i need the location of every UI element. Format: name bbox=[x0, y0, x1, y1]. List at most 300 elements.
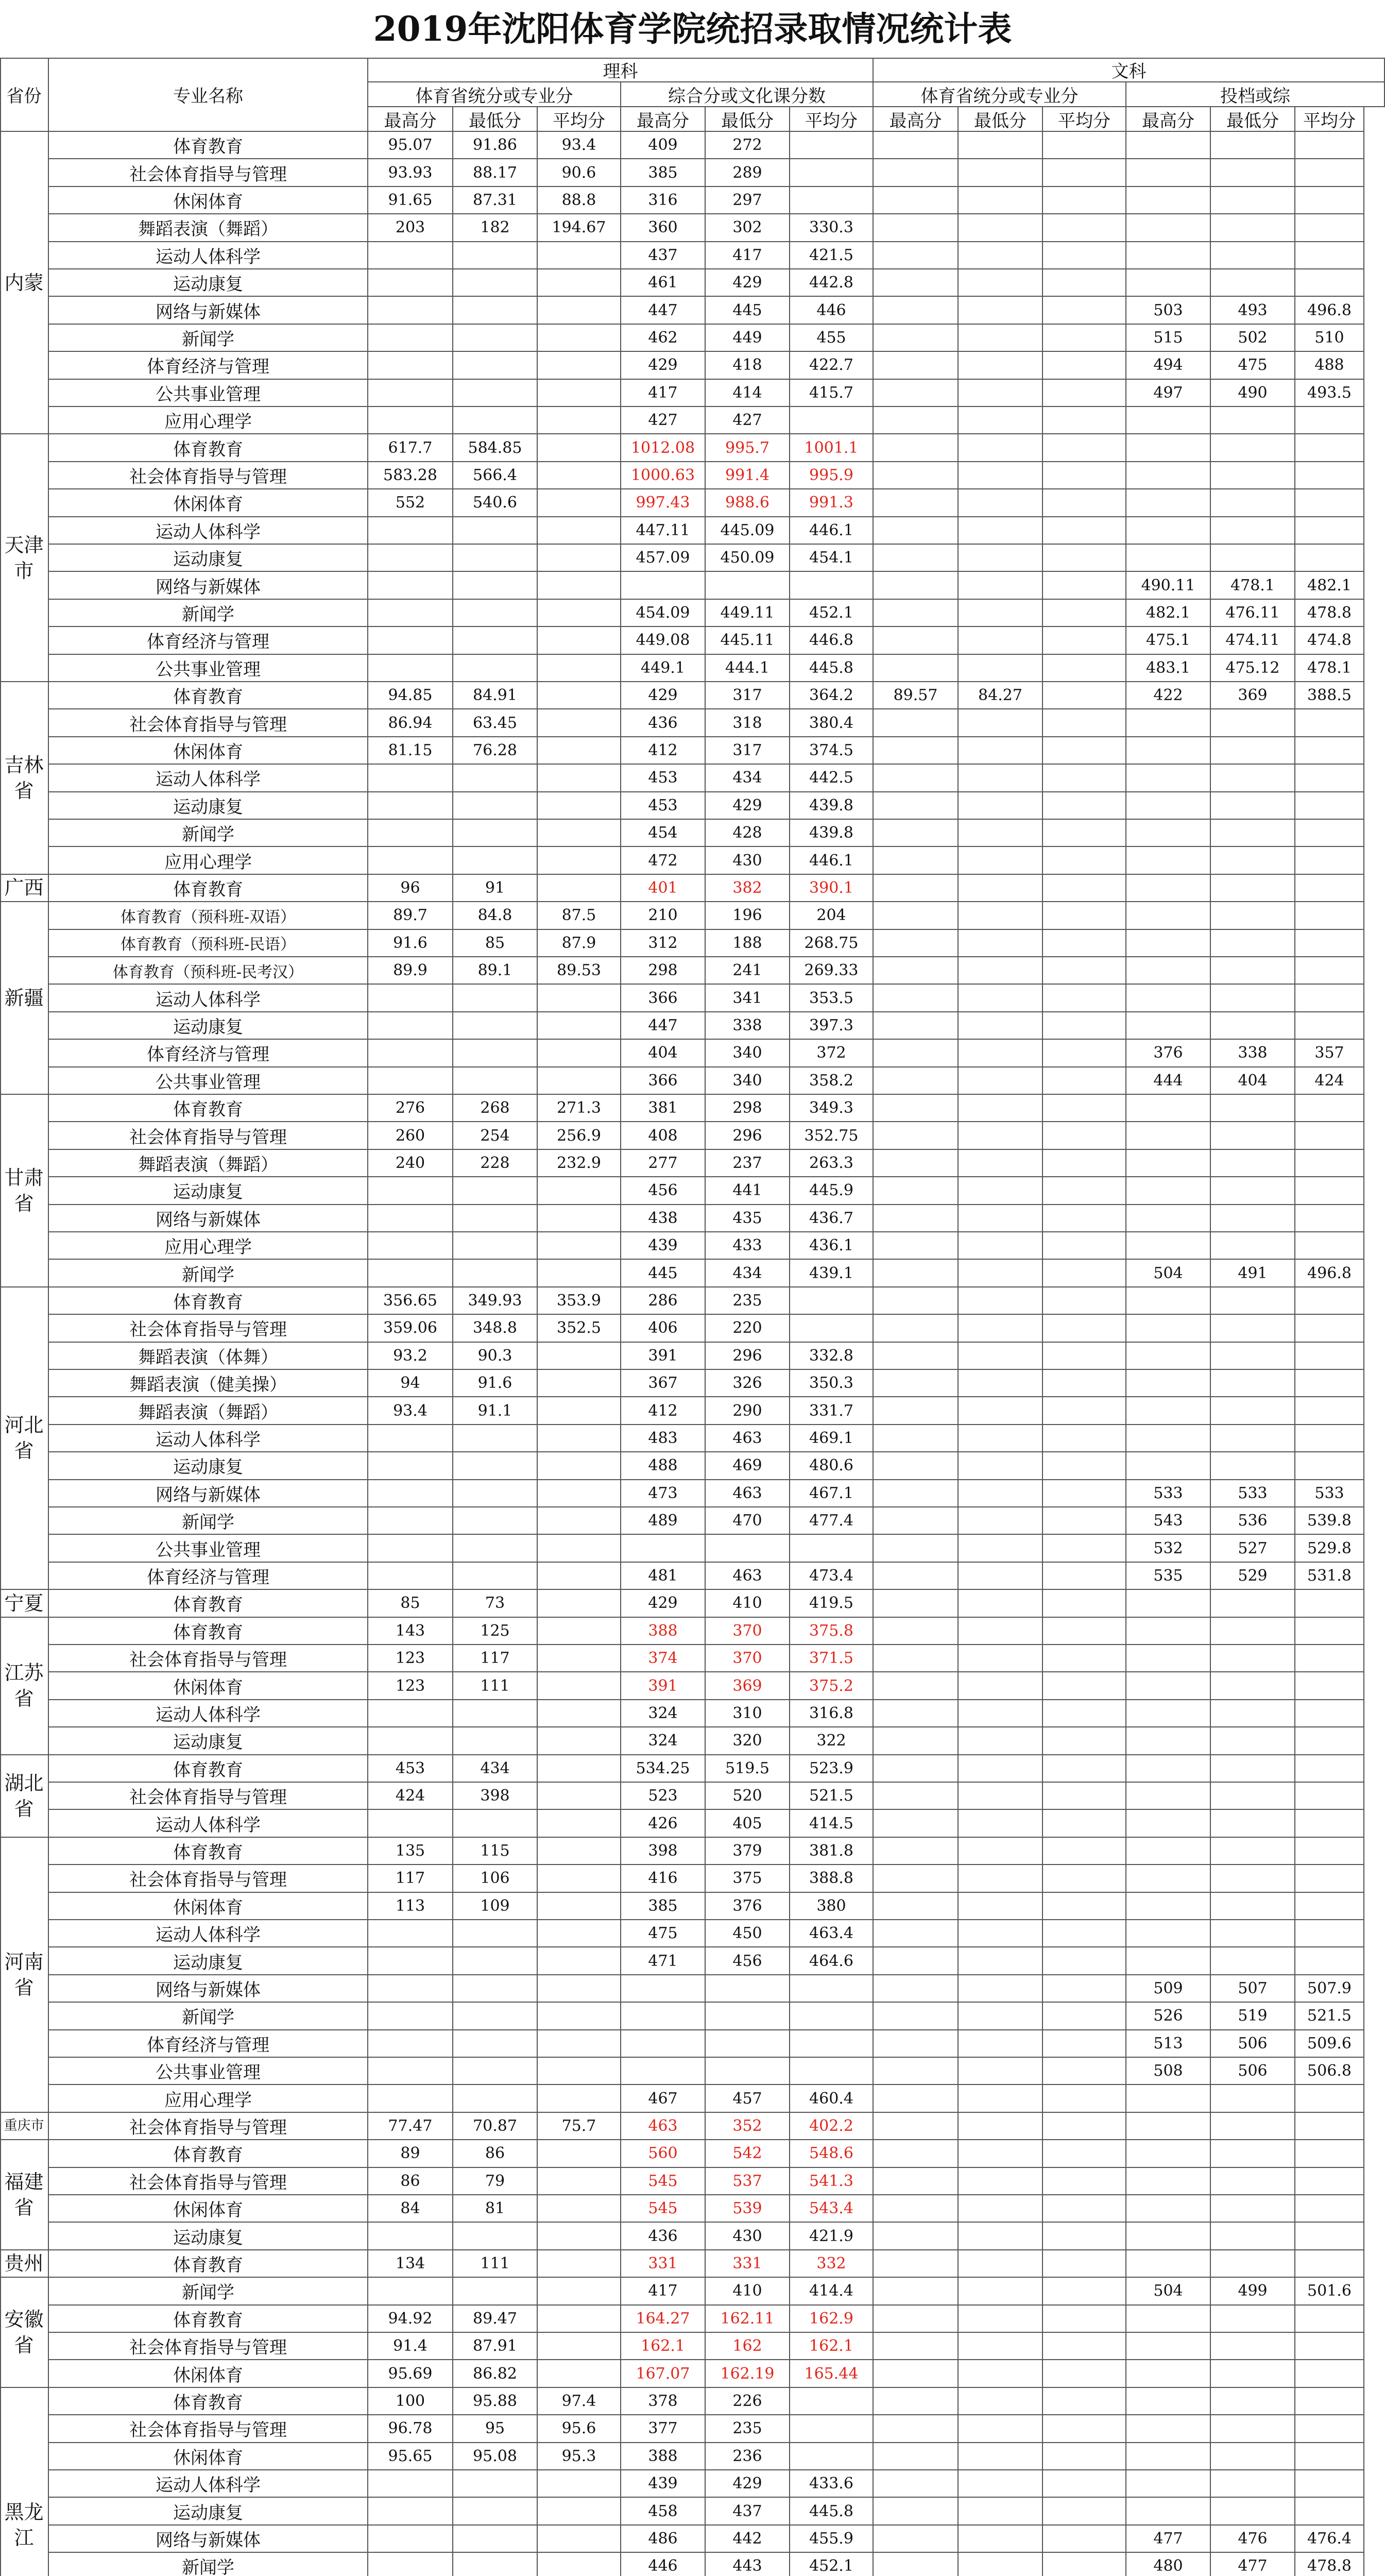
score-cell bbox=[368, 1067, 453, 1095]
score-cell bbox=[790, 2030, 874, 2058]
score-cell: 463 bbox=[621, 2113, 706, 2140]
score-cell bbox=[368, 1012, 453, 1040]
score-cell bbox=[874, 1315, 959, 1342]
major-name: 公共事业管理 bbox=[49, 380, 368, 407]
score-cell: 469 bbox=[706, 1452, 790, 1480]
score-cell bbox=[959, 1452, 1043, 1480]
score-cell bbox=[368, 765, 453, 792]
score-cell: 380 bbox=[790, 1893, 874, 1920]
score-cell: 167.07 bbox=[621, 2360, 706, 2387]
score-cell bbox=[959, 709, 1043, 737]
score-cell bbox=[706, 2058, 790, 2085]
score-cell bbox=[1295, 407, 1364, 434]
score-cell: 449.08 bbox=[621, 627, 706, 654]
score-cell bbox=[1211, 930, 1295, 957]
score-cell: 452.1 bbox=[790, 2553, 874, 2576]
score-cell: 326 bbox=[706, 1370, 790, 1397]
score-cell bbox=[621, 1535, 706, 1562]
score-cell bbox=[1295, 1947, 1364, 1975]
score-cell: 316.8 bbox=[790, 1700, 874, 1727]
score-cell bbox=[1043, 1590, 1126, 1617]
score-cell bbox=[959, 2360, 1043, 2387]
score-cell bbox=[453, 1177, 538, 1205]
score-cell bbox=[538, 1343, 621, 1370]
score-cell: 374 bbox=[621, 1645, 706, 1672]
score-cell bbox=[1043, 159, 1126, 187]
score-cell: 475 bbox=[1211, 352, 1295, 379]
major-name: 体育教育 bbox=[49, 875, 368, 902]
major-name: 运动人体科学 bbox=[49, 1425, 368, 1452]
score-cell bbox=[538, 2168, 621, 2195]
score-cell bbox=[1043, 1177, 1126, 1205]
score-cell bbox=[1043, 1618, 1126, 1645]
major-name: 运动人体科学 bbox=[49, 517, 368, 545]
score-cell bbox=[1295, 2168, 1364, 2195]
major-name: 网络与新媒体 bbox=[49, 2526, 368, 2553]
major-name: 体育教育 bbox=[49, 2388, 368, 2415]
score-cell: 322 bbox=[790, 1727, 874, 1755]
major-name: 运动人体科学 bbox=[49, 1700, 368, 1727]
score-cell bbox=[538, 1370, 621, 1397]
score-cell: 434 bbox=[706, 765, 790, 792]
score-cell bbox=[538, 1810, 621, 1837]
score-cell bbox=[368, 1727, 453, 1755]
score-cell bbox=[1126, 1287, 1211, 1315]
province-cell: 甘肃省 bbox=[0, 1095, 49, 1287]
province-cell: 河北省 bbox=[0, 1287, 49, 1590]
score-cell bbox=[959, 545, 1043, 572]
score-cell: 375 bbox=[706, 1865, 790, 1892]
score-cell bbox=[1043, 2223, 1126, 2250]
header-arts-composite-score: 投档或综 bbox=[1126, 82, 1385, 107]
score-cell bbox=[706, 1535, 790, 1562]
score-cell bbox=[1295, 132, 1364, 159]
score-cell bbox=[874, 545, 959, 572]
score-cell bbox=[538, 1920, 621, 1947]
score-cell bbox=[368, 600, 453, 627]
score-cell: 349.3 bbox=[790, 1095, 874, 1122]
score-cell: 454.09 bbox=[621, 600, 706, 627]
score-cell bbox=[959, 902, 1043, 929]
major-name: 体育教育 bbox=[49, 1095, 368, 1122]
score-cell: 445 bbox=[621, 1260, 706, 1287]
score-cell bbox=[1211, 1590, 1295, 1617]
score-cell bbox=[959, 2003, 1043, 2030]
score-cell: 488 bbox=[621, 1452, 706, 1480]
score-cell bbox=[959, 1975, 1043, 2003]
major-name: 舞蹈表演（舞蹈） bbox=[49, 1150, 368, 1177]
score-cell: 414 bbox=[706, 380, 790, 407]
major-name: 体育经济与管理 bbox=[49, 2030, 368, 2058]
score-cell: 87.5 bbox=[538, 902, 621, 929]
score-cell bbox=[1043, 682, 1126, 709]
score-cell: 162.19 bbox=[706, 2360, 790, 2387]
score-cell: 117 bbox=[368, 1865, 453, 1892]
score-cell bbox=[538, 1480, 621, 1507]
score-cell: 86 bbox=[368, 2168, 453, 2195]
score-cell bbox=[368, 2030, 453, 2058]
score-cell bbox=[1043, 489, 1126, 517]
score-cell: 324 bbox=[621, 1700, 706, 1727]
score-cell bbox=[1043, 1370, 1126, 1397]
score-cell: 366 bbox=[621, 1067, 706, 1095]
score-cell bbox=[959, 1260, 1043, 1287]
score-cell bbox=[1211, 1618, 1295, 1645]
score-cell bbox=[1211, 765, 1295, 792]
score-cell bbox=[959, 847, 1043, 874]
major-name: 体育经济与管理 bbox=[49, 1563, 368, 1590]
score-cell: 539 bbox=[706, 2195, 790, 2223]
score-cell bbox=[959, 1205, 1043, 1232]
score-cell bbox=[1295, 1727, 1364, 1755]
score-cell bbox=[1043, 1672, 1126, 1700]
major-name: 社会体育指导与管理 bbox=[49, 2113, 368, 2140]
score-cell bbox=[1211, 820, 1295, 847]
score-cell bbox=[1043, 269, 1126, 297]
score-cell: 113 bbox=[368, 1893, 453, 1920]
score-cell: 357 bbox=[1295, 1040, 1364, 1067]
major-name: 公共事业管理 bbox=[49, 655, 368, 682]
score-cell bbox=[1295, 1370, 1364, 1397]
major-name: 休闲体育 bbox=[49, 2360, 368, 2387]
score-cell bbox=[368, 2003, 453, 2030]
header-stat-min: 最低分 bbox=[1211, 107, 1295, 132]
score-cell: 196 bbox=[706, 902, 790, 929]
score-cell bbox=[368, 380, 453, 407]
score-cell: 162 bbox=[706, 2333, 790, 2360]
score-cell bbox=[874, 214, 959, 242]
major-name: 运动康复 bbox=[49, 545, 368, 572]
score-cell: 540.6 bbox=[453, 489, 538, 517]
score-cell: 412 bbox=[621, 737, 706, 765]
score-cell: 371.5 bbox=[790, 1645, 874, 1672]
score-cell bbox=[453, 545, 538, 572]
score-cell bbox=[1043, 2415, 1126, 2443]
major-name: 舞蹈表演（舞蹈） bbox=[49, 214, 368, 242]
score-cell: 405 bbox=[706, 1810, 790, 1837]
score-cell bbox=[1211, 1122, 1295, 1149]
score-cell bbox=[1295, 1618, 1364, 1645]
score-cell bbox=[874, 1618, 959, 1645]
score-cell: 412 bbox=[621, 1397, 706, 1425]
score-cell bbox=[1295, 902, 1364, 929]
score-cell: 297 bbox=[706, 187, 790, 214]
score-cell bbox=[874, 709, 959, 737]
score-cell bbox=[959, 600, 1043, 627]
score-cell bbox=[1043, 709, 1126, 737]
score-cell bbox=[368, 2526, 453, 2553]
score-cell bbox=[1211, 2360, 1295, 2387]
score-cell bbox=[538, 765, 621, 792]
score-cell bbox=[874, 820, 959, 847]
score-cell bbox=[959, 489, 1043, 517]
score-cell bbox=[538, 1893, 621, 1920]
score-cell: 445.8 bbox=[790, 655, 874, 682]
score-cell bbox=[874, 242, 959, 269]
score-cell bbox=[1126, 545, 1211, 572]
score-cell: 501.6 bbox=[1295, 2278, 1364, 2305]
score-cell: 476 bbox=[1211, 2526, 1295, 2553]
score-cell bbox=[1043, 2470, 1126, 2498]
major-name: 体育教育（预科班-民语） bbox=[49, 930, 368, 957]
score-cell: 454.1 bbox=[790, 545, 874, 572]
score-cell bbox=[1126, 2333, 1211, 2360]
score-cell bbox=[1295, 517, 1364, 545]
score-cell: 435 bbox=[706, 1205, 790, 1232]
major-name: 运动康复 bbox=[49, 1947, 368, 1975]
score-cell bbox=[1126, 2113, 1211, 2140]
major-name: 体育教育 bbox=[49, 2306, 368, 2333]
score-cell: 91.65 bbox=[368, 187, 453, 214]
score-cell bbox=[959, 352, 1043, 379]
score-cell: 527 bbox=[1211, 1535, 1295, 1562]
major-name: 社会体育指导与管理 bbox=[49, 709, 368, 737]
score-cell bbox=[1043, 957, 1126, 985]
score-cell bbox=[1126, 2415, 1211, 2443]
score-cell bbox=[959, 462, 1043, 489]
score-cell: 529 bbox=[1211, 1563, 1295, 1590]
score-cell: 494 bbox=[1126, 352, 1211, 379]
score-cell bbox=[1211, 462, 1295, 489]
score-cell bbox=[1295, 1425, 1364, 1452]
score-cell bbox=[538, 1452, 621, 1480]
score-cell bbox=[538, 1838, 621, 1865]
score-cell: 379 bbox=[706, 1838, 790, 1865]
score-cell bbox=[959, 1507, 1043, 1535]
score-cell bbox=[1043, 297, 1126, 324]
score-cell bbox=[453, 2498, 538, 2525]
score-cell bbox=[1295, 737, 1364, 765]
score-cell bbox=[1043, 2443, 1126, 2470]
score-cell: 414.5 bbox=[790, 1810, 874, 1837]
score-cell bbox=[1043, 2553, 1126, 2576]
score-cell: 415.7 bbox=[790, 380, 874, 407]
major-name: 新闻学 bbox=[49, 1507, 368, 1535]
major-name: 体育教育 bbox=[49, 1287, 368, 1315]
score-cell bbox=[1126, 2443, 1211, 2470]
score-cell: 91 bbox=[453, 875, 538, 902]
score-cell bbox=[1211, 1947, 1295, 1975]
score-cell bbox=[1295, 1590, 1364, 1617]
score-cell bbox=[538, 600, 621, 627]
score-cell bbox=[959, 627, 1043, 654]
score-cell: 188 bbox=[706, 930, 790, 957]
score-cell bbox=[1126, 1783, 1211, 1810]
score-cell bbox=[368, 1260, 453, 1287]
score-cell bbox=[959, 1535, 1043, 1562]
score-cell bbox=[959, 2058, 1043, 2085]
score-cell bbox=[453, 847, 538, 874]
score-cell bbox=[706, 2003, 790, 2030]
score-cell bbox=[959, 269, 1043, 297]
score-cell: 457 bbox=[706, 2085, 790, 2112]
major-name: 体育教育 bbox=[49, 1590, 368, 1617]
score-cell: 376 bbox=[1126, 1040, 1211, 1067]
score-cell bbox=[538, 1947, 621, 1975]
score-cell: 81 bbox=[453, 2195, 538, 2223]
score-cell bbox=[538, 847, 621, 874]
score-cell bbox=[1126, 434, 1211, 462]
score-cell bbox=[1211, 2443, 1295, 2470]
score-cell bbox=[368, 1947, 453, 1975]
major-name: 公共事业管理 bbox=[49, 1535, 368, 1562]
score-cell bbox=[538, 2085, 621, 2112]
score-cell bbox=[874, 1947, 959, 1975]
score-cell: 89.47 bbox=[453, 2306, 538, 2333]
score-cell bbox=[538, 792, 621, 820]
score-cell: 277 bbox=[621, 1150, 706, 1177]
score-cell: 478.8 bbox=[1295, 600, 1364, 627]
score-cell: 447 bbox=[621, 1012, 706, 1040]
score-cell bbox=[1126, 847, 1211, 874]
score-cell: 381 bbox=[621, 1095, 706, 1122]
score-cell bbox=[1043, 2168, 1126, 2195]
score-cell bbox=[1126, 462, 1211, 489]
score-cell bbox=[959, 957, 1043, 985]
score-cell bbox=[453, 1012, 538, 1040]
score-cell: 376 bbox=[706, 1893, 790, 1920]
score-cell: 81.15 bbox=[368, 737, 453, 765]
score-cell bbox=[1043, 1865, 1126, 1892]
score-cell bbox=[1211, 1177, 1295, 1205]
score-cell bbox=[874, 1343, 959, 1370]
score-cell bbox=[1043, 1920, 1126, 1947]
score-cell bbox=[1295, 2498, 1364, 2525]
score-cell bbox=[1043, 2526, 1126, 2553]
score-cell: 455.9 bbox=[790, 2526, 874, 2553]
score-cell bbox=[1211, 132, 1295, 159]
score-cell: 79 bbox=[453, 2168, 538, 2195]
score-cell: 397.3 bbox=[790, 1012, 874, 1040]
major-name: 休闲体育 bbox=[49, 187, 368, 214]
score-cell: 475.1 bbox=[1126, 627, 1211, 654]
score-cell bbox=[453, 765, 538, 792]
score-cell: 276 bbox=[368, 1095, 453, 1122]
score-cell bbox=[874, 875, 959, 902]
score-cell bbox=[874, 957, 959, 985]
score-cell bbox=[959, 132, 1043, 159]
score-cell bbox=[1126, 1645, 1211, 1672]
score-cell: 70.87 bbox=[453, 2113, 538, 2140]
score-cell bbox=[959, 2388, 1043, 2415]
score-cell bbox=[874, 1480, 959, 1507]
score-cell: 318 bbox=[706, 709, 790, 737]
score-cell: 95.65 bbox=[368, 2443, 453, 2470]
score-cell: 995.9 bbox=[790, 462, 874, 489]
score-cell: 204 bbox=[790, 902, 874, 929]
score-cell bbox=[1126, 957, 1211, 985]
score-cell: 442.5 bbox=[790, 765, 874, 792]
score-cell bbox=[1126, 709, 1211, 737]
major-name: 舞蹈表演（健美操） bbox=[49, 1370, 368, 1397]
score-cell bbox=[874, 2388, 959, 2415]
score-cell: 997.43 bbox=[621, 489, 706, 517]
score-cell: 310 bbox=[706, 1700, 790, 1727]
score-cell bbox=[1126, 407, 1211, 434]
score-cell bbox=[1043, 380, 1126, 407]
score-cell: 106 bbox=[453, 1865, 538, 1892]
score-cell bbox=[1211, 1838, 1295, 1865]
major-name: 体育经济与管理 bbox=[49, 352, 368, 379]
score-cell bbox=[453, 1700, 538, 1727]
score-cell bbox=[1043, 1287, 1126, 1315]
score-cell bbox=[1043, 2333, 1126, 2360]
score-cell: 353.9 bbox=[538, 1287, 621, 1315]
score-cell: 374.5 bbox=[790, 737, 874, 765]
score-cell bbox=[538, 2250, 621, 2278]
major-name: 社会体育指导与管理 bbox=[49, 2168, 368, 2195]
score-cell: 97.4 bbox=[538, 2388, 621, 2415]
score-cell bbox=[959, 325, 1043, 352]
score-cell: 162.11 bbox=[706, 2306, 790, 2333]
score-cell bbox=[1211, 957, 1295, 985]
score-cell bbox=[1211, 709, 1295, 737]
score-cell bbox=[538, 297, 621, 324]
score-cell bbox=[706, 572, 790, 599]
score-cell bbox=[959, 1370, 1043, 1397]
score-cell bbox=[1295, 242, 1364, 269]
score-cell: 350.3 bbox=[790, 1370, 874, 1397]
score-cell: 456 bbox=[706, 1947, 790, 1975]
score-cell bbox=[1295, 1920, 1364, 1947]
header-stat-min: 最低分 bbox=[706, 107, 790, 132]
score-cell bbox=[453, 820, 538, 847]
score-cell: 470 bbox=[706, 1507, 790, 1535]
major-name: 应用心理学 bbox=[49, 847, 368, 874]
score-cell bbox=[1043, 2195, 1126, 2223]
score-cell bbox=[1126, 2195, 1211, 2223]
major-name: 休闲体育 bbox=[49, 2443, 368, 2470]
score-cell bbox=[368, 325, 453, 352]
score-cell: 474.8 bbox=[1295, 627, 1364, 654]
score-cell: 240 bbox=[368, 1150, 453, 1177]
score-cell bbox=[874, 1563, 959, 1590]
score-cell bbox=[874, 2443, 959, 2470]
score-cell bbox=[874, 462, 959, 489]
score-cell bbox=[959, 2278, 1043, 2305]
score-cell bbox=[959, 407, 1043, 434]
score-cell bbox=[959, 2030, 1043, 2058]
score-cell: 210 bbox=[621, 902, 706, 929]
score-cell: 296 bbox=[706, 1343, 790, 1370]
score-cell bbox=[453, 2470, 538, 2498]
score-cell bbox=[368, 1480, 453, 1507]
score-cell bbox=[1126, 1618, 1211, 1645]
score-cell bbox=[874, 2278, 959, 2305]
score-cell bbox=[1295, 957, 1364, 985]
score-cell: 370 bbox=[706, 1618, 790, 1645]
score-cell: 298 bbox=[706, 1095, 790, 1122]
score-cell bbox=[1211, 269, 1295, 297]
score-cell: 445.9 bbox=[790, 1177, 874, 1205]
score-cell: 445.09 bbox=[706, 517, 790, 545]
score-cell bbox=[874, 269, 959, 297]
score-cell: 162.1 bbox=[790, 2333, 874, 2360]
score-cell bbox=[1211, 187, 1295, 214]
major-name: 运动康复 bbox=[49, 2223, 368, 2250]
score-cell: 460.4 bbox=[790, 2085, 874, 2112]
score-cell: 991.4 bbox=[706, 462, 790, 489]
score-cell: 348.8 bbox=[453, 1315, 538, 1342]
score-cell bbox=[874, 1177, 959, 1205]
score-cell: 474.11 bbox=[1211, 627, 1295, 654]
major-name: 应用心理学 bbox=[49, 407, 368, 434]
score-cell bbox=[1043, 2306, 1126, 2333]
score-cell: 75.7 bbox=[538, 2113, 621, 2140]
score-cell: 401 bbox=[621, 875, 706, 902]
score-cell bbox=[1043, 600, 1126, 627]
score-cell bbox=[1295, 1672, 1364, 1700]
